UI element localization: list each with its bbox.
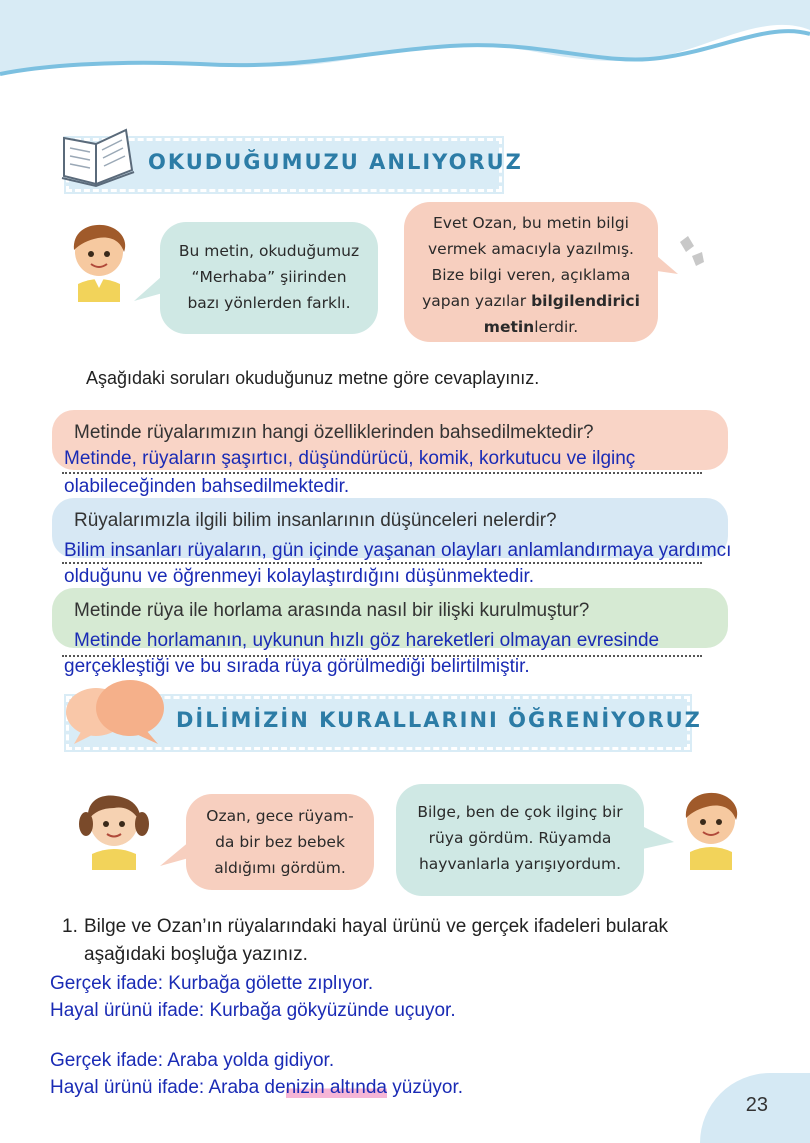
answer-text-3a: Metinde horlamanın, uykunun hızlı göz hareketleri olmayan evresinde xyxy=(74,630,660,651)
page-number: 23 xyxy=(745,1094,768,1116)
bubble-line: “Merhaba” şiirinden xyxy=(191,268,347,286)
section-title-grammar: DİLİMİZİN KURALLARINI ÖĞRENİYORUZ xyxy=(176,708,702,732)
real-statement-2: Gerçek ifade: Araba yolda gidiyor. xyxy=(50,1050,335,1071)
highlighted-text: nizin altında xyxy=(285,1077,387,1098)
answer-text-3b: gerçekleştiği ve bu sırada rüya görülmediği belirtilmiştir. xyxy=(64,656,530,677)
question-text-3: Metinde rüya ile horlama arasında nasıl bir ilişki kurulmuştur? xyxy=(74,600,590,621)
exercise-line-1: Bilge ve Ozan’ın rüyalarındaki hayal ürünü ve gerçek ifadeleri bularak xyxy=(84,916,669,937)
answer-text-2b: olduğunu ve öğrenmeyi kolaylaştırdığını düşünmektedir. xyxy=(64,566,534,587)
speech-bubble-ozan-2 xyxy=(396,784,644,896)
bubble-line: Ozan, gece rüyam- xyxy=(206,807,354,825)
bubble-line: metinlerdir. xyxy=(483,318,579,336)
faded-character-avatar xyxy=(668,226,718,282)
bubble-line: aldığımı gördüm. xyxy=(214,859,346,877)
fantasy-statement-2: Hayal ürünü ifade: Araba denizin altında yüzüyor. xyxy=(50,1077,464,1098)
speech-bubble-bilge-2 xyxy=(186,794,374,890)
answer-text-1b: olabileceğinden bahsedilmektedir. xyxy=(64,476,350,497)
speech-bubbles-icon xyxy=(60,676,170,746)
instruction-text: Aşağıdaki soruları okuduğunuz metne göre cevaplayınız. xyxy=(86,368,540,388)
bubble-line: yapan yazılar bilgilendirici xyxy=(422,292,640,310)
bubble-line: da bir bez bebek xyxy=(215,833,345,851)
exercise-line-2: aşağıdaki boşluğa yazınız. xyxy=(84,944,308,965)
bubble-line: Bilge, ben de çok ilginç bir xyxy=(417,803,623,821)
real-statement-1: Gerçek ifade: Kurbağa gölette zıplıyor. xyxy=(50,973,374,994)
open-book-icon xyxy=(60,124,136,188)
bubble-line: vermek amacıyla yazılmış. xyxy=(427,240,634,258)
fantasy-statement-1: Hayal ürünü ifade: Kurbağa gökyüzünde uçuyor. xyxy=(50,1000,456,1021)
bubble-line: Evet Ozan, bu metin bilgi xyxy=(433,214,629,232)
answer-text-2a: Bilim insanları rüyaların, gün içinde yaşanan olayları anlamlandırmaya yardımcı xyxy=(64,540,732,561)
speech-bubble-ozan xyxy=(160,222,378,334)
speech-bubble-bilge xyxy=(404,202,658,342)
bubble-line: Bu metin, okuduğumuz xyxy=(178,242,360,260)
section-title-reading: OKUDUĞUMUZU ANLIYORUZ xyxy=(148,150,523,174)
answer-text-1a: Metinde, rüyaların şaşırtıcı, düşündürücü, komik, korkutucu ve ilginç xyxy=(64,448,636,469)
question-text-1: Metinde rüyalarımızın hangi özelliklerinden bahsedilmektedir? xyxy=(74,422,594,443)
exercise-number: 1. xyxy=(62,916,78,937)
bubble-line: rüya gördüm. Rüyamda xyxy=(428,829,612,847)
bubble-line: hayvanlarla yarışıyordum. xyxy=(418,855,622,873)
bubble-tail xyxy=(638,820,678,860)
bubble-line: Bize bilgi veren, açıklama xyxy=(431,266,631,284)
bubble-line: bazı yönlerden farklı. xyxy=(187,294,351,312)
ozan-avatar xyxy=(676,790,746,870)
bilge-avatar xyxy=(74,790,154,870)
ozan-avatar xyxy=(64,222,134,302)
top-wave-decoration xyxy=(0,0,810,90)
question-text-2: Rüyalarımızla ilgili bilim insanlarının düşünceleri nelerdir? xyxy=(74,510,557,531)
